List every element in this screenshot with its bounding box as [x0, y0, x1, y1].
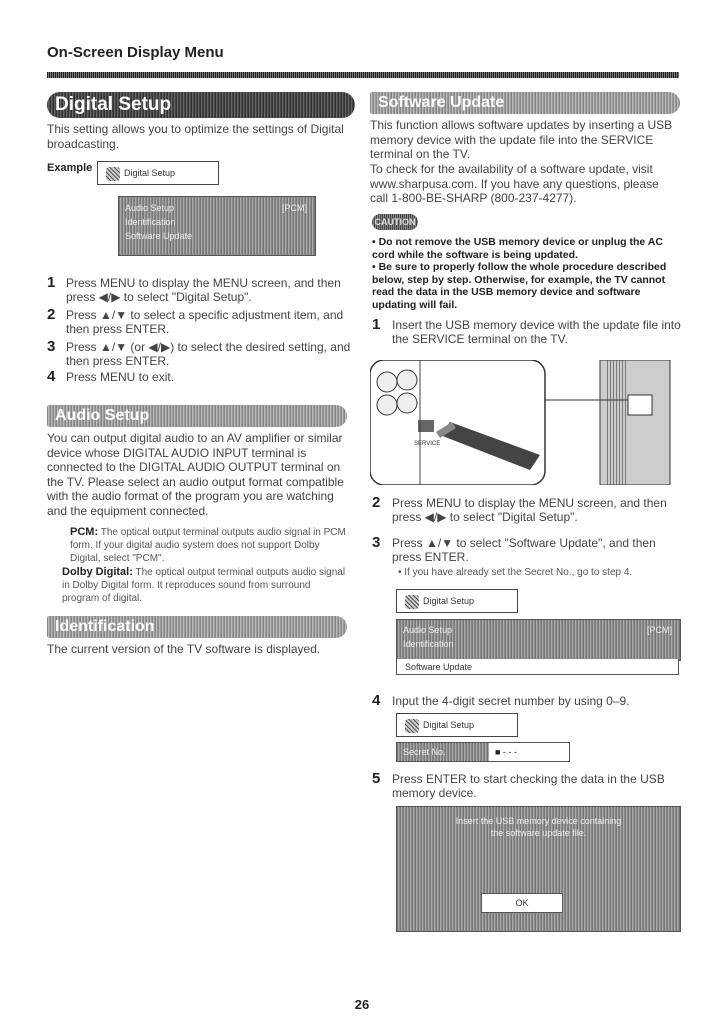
menu-item-selected: Software Update — [396, 659, 679, 675]
dolby-description: Dolby Digital: The optical output terminal outputs audio signal in Dolby Digital form. It reproduces sound from surround program of digital. — [62, 566, 346, 604]
audio-setup-heading: Audio Setup — [47, 405, 347, 427]
service-label: SERVICE — [414, 441, 441, 447]
identification-text: The current version of the TV software is displayed. — [47, 642, 321, 656]
dialog-ok-button[interactable]: OK — [481, 893, 563, 913]
secret-number-row — [396, 742, 570, 762]
caution-item: • Be sure to properly follow the whole procedure described below, step by step. Otherwise, for example, the TV cannot read the data in the USB memory device and software updating will fail. — [372, 261, 667, 311]
audio-setup-text: You can output digital audio to an AV amplifier or similar device whose DIGITAL AUDIO INPUT terminal is connected to the DIGITAL AUDIO OUTPUT terminal on the TV. Please select an audio output format compatible with the audio format of the program you are watching and the equipment connected. — [47, 431, 344, 518]
example-menu-list — [118, 196, 316, 256]
step-text: Press MENU to display the MENU screen, and then press ◀/▶ to select "Digital Setup". — [392, 496, 667, 524]
menu-item: Audio Setup [PCM] — [125, 203, 307, 213]
step-text: Press ▲/▼ to select "Software Update", and then press ENTER. — [392, 536, 656, 564]
update-menu-title-box — [396, 589, 518, 613]
step-text: Press ▲/▼ (or ◀/▶) to select the desired setting, and then press ENTER. — [66, 340, 351, 368]
update-menu-title: Digital Setup — [423, 596, 475, 606]
menu-icon — [405, 595, 419, 609]
page-header: On-Screen Display Menu — [47, 44, 224, 61]
header-rule — [47, 72, 679, 78]
menu-value: [PCM] — [646, 625, 672, 635]
step-number: 4 — [372, 692, 381, 709]
page-number: 26 — [354, 997, 370, 1012]
software-update-heading: Software Update — [370, 92, 680, 114]
menu-item: Identification — [403, 639, 454, 649]
caution-item: • Do not remove the USB memory device or unplug the AC cord while the software is being updated. — [372, 236, 663, 261]
usb-insertion-figure — [370, 360, 685, 485]
secret-number-label: Secret No. — [403, 747, 446, 757]
step-note: • If you have already set the Secret No., go to step 4. — [398, 567, 633, 578]
example-menu-title-box — [97, 161, 219, 185]
example-menu-title: Digital Setup — [124, 168, 176, 178]
example-label: Example — [47, 162, 93, 174]
av-jack — [397, 393, 417, 413]
update-dialog — [396, 806, 681, 932]
menu-value: [PCM] — [281, 203, 307, 213]
menu-icon — [106, 167, 120, 181]
step-number: 3 — [372, 534, 381, 551]
menu-item: Identification — [125, 217, 176, 227]
av-jack — [377, 395, 397, 415]
step-number: 3 — [47, 338, 56, 355]
menu-icon — [405, 719, 419, 733]
step-text: Press MENU to display the MENU screen, and then press ◀/▶ to select "Digital Setup". — [66, 276, 341, 304]
step-number: 4 — [47, 368, 56, 385]
step-number: 5 — [372, 770, 381, 787]
caution-badge: CAUTION — [372, 214, 418, 230]
step-text: Press ENTER to start checking the data in the USB memory device. — [392, 772, 665, 800]
identification-heading: Identification — [47, 616, 347, 638]
secret-menu-title-box — [396, 713, 518, 737]
step-text: Insert the USB memory device with the update file into the SERVICE terminal on the TV. — [392, 318, 681, 346]
digital-setup-intro: This setting allows you to optimize the settings of Digital broadcasting. — [47, 122, 344, 151]
menu-item: Software Update — [125, 231, 193, 241]
software-update-contact: To check for the availability of a software update, visit www.sharpusa.com. If you have any questions, please call 1-800-BE-SHARP (800-237-4277). — [370, 162, 659, 205]
step-number: 1 — [372, 316, 381, 333]
dialog-message: Insert the USB memory device containing the software update file. — [455, 816, 622, 838]
step-text: Press MENU to exit. — [66, 370, 175, 384]
av-jack — [377, 372, 397, 392]
digital-setup-heading: Digital Setup — [47, 92, 355, 118]
step-number: 2 — [47, 306, 56, 323]
pcm-description: PCM: The optical output terminal outputs audio signal in PCM form. If your digital audio system does not support Dolby Digital, select "PCM". — [70, 526, 346, 564]
step-text: Input the 4-digit secret number by using 0–9. — [392, 694, 630, 708]
secret-menu-title: Digital Setup — [423, 720, 475, 730]
step-text: Press ▲/▼ to select a specific adjustment item, and then press ENTER. — [66, 308, 344, 336]
secret-number-input[interactable]: ■ - - - — [489, 743, 569, 761]
software-update-intro: This function allows software updates by inserting a USB memory device with the update file into the SERVICE terminal on the TV. — [370, 118, 673, 161]
update-menu-list — [396, 619, 681, 661]
av-jack — [397, 370, 417, 390]
step-number: 2 — [372, 494, 381, 511]
menu-item: Audio Setup [PCM] — [403, 625, 672, 635]
tv-side-highlight — [628, 395, 652, 415]
step-number: 1 — [47, 274, 56, 291]
